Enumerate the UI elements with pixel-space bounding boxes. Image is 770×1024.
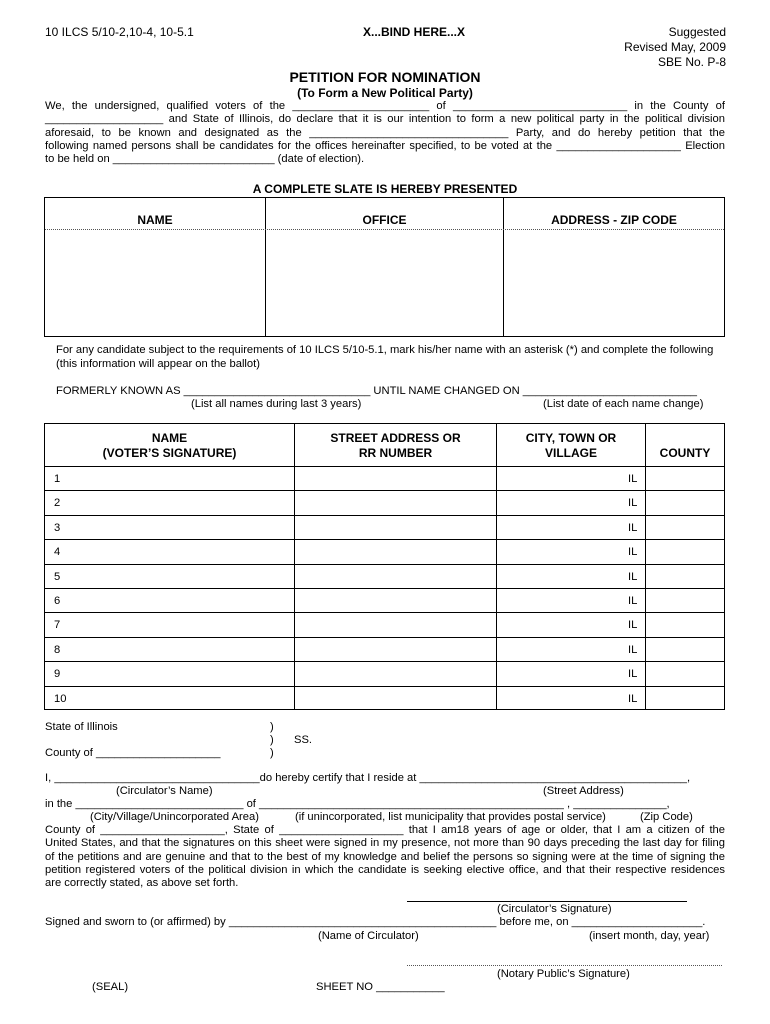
- bracket: ): [270, 747, 274, 759]
- affidavit-paragraph: [45, 824, 725, 890]
- slate-col-office: OFFICE: [362, 213, 407, 227]
- state-il-label: IL: [628, 668, 638, 680]
- table-row[interactable]: [45, 687, 724, 710]
- state-il-label: IL: [628, 473, 638, 485]
- table-row[interactable]: [45, 662, 724, 685]
- sig-col-name-line1: NAME: [151, 431, 188, 445]
- state-il-label: IL: [628, 619, 638, 631]
- table-row[interactable]: [45, 467, 724, 490]
- state-il-label: IL: [628, 546, 638, 558]
- row-number: 3: [54, 522, 61, 534]
- name-of-circulator-caption: (Name of Circulator): [318, 930, 419, 942]
- intro-line: ___________________ and State of Illinois, do declare that it is our intention to form a new political party in the political division: [45, 113, 725, 126]
- state-of-illinois: State of Illinois: [45, 721, 118, 733]
- table-row[interactable]: [45, 565, 724, 588]
- row-number: 9: [54, 668, 61, 680]
- form-number: SBE No. P-8: [657, 55, 726, 69]
- county-of-field[interactable]: County of ____________________: [45, 747, 221, 759]
- state-il-label: IL: [628, 571, 638, 583]
- circulator-name-caption: (Circulator’s Name): [116, 785, 213, 797]
- row-number: 6: [54, 595, 61, 607]
- slate-office-field[interactable]: [267, 232, 502, 335]
- table-row[interactable]: [45, 491, 724, 514]
- sig-col-name-line2: (VOTER’S SIGNATURE): [102, 446, 237, 460]
- sig-col-street-line1: STREET ADDRESS OR: [330, 431, 461, 445]
- bind-here-label: X...BIND HERE...X: [363, 25, 466, 39]
- bracket: ): [270, 734, 274, 746]
- table-row[interactable]: [45, 516, 724, 539]
- sig-col-county: COUNTY: [659, 446, 711, 460]
- affidavit-line: are correctly stated, as above set forth.: [45, 877, 239, 890]
- intro-line: We, the undersigned, qualified voters of the ______________________ of ____________________________ in the County of: [45, 100, 725, 112]
- table-row[interactable]: [45, 540, 724, 563]
- sig-col-name: [45, 431, 294, 461]
- circulator-signature-line[interactable]: [407, 901, 687, 902]
- formerly-known-as-field[interactable]: FORMERLY KNOWN AS ______________________________ UNTIL NAME CHANGED ON ____________________________: [56, 385, 698, 397]
- row-number: 7: [54, 619, 61, 631]
- ballot-notice: (this information will appear on the ballot): [56, 358, 260, 370]
- slate-col-name: NAME: [137, 213, 173, 227]
- bracket: ): [270, 721, 274, 733]
- list-dates-caption: (List date of each name change): [543, 398, 704, 410]
- table-row[interactable]: [45, 613, 724, 636]
- circulator-residence-line[interactable]: I, _________________________________do hereby certify that I reside at ___________________________________________,: [45, 772, 691, 784]
- notary-signature-caption: (Notary Public’s Signature): [497, 968, 630, 980]
- affidavit-line: United States, and that the signatures on this sheet were signed in my presence, not more than 90 days preceding the last day for filing: [45, 837, 725, 850]
- street-address-caption: (Street Address): [543, 785, 624, 797]
- suggested-label: Suggested: [668, 25, 726, 39]
- sig-col-city-line2: VILLAGE: [544, 446, 597, 460]
- row-number: 2: [54, 497, 61, 509]
- city-caption: (City/Village/Unincorporated Area): [90, 811, 259, 823]
- signed-sworn-line[interactable]: Signed and sworn to (or affirmed) by ___________________________________________ before me, on _____________________.: [45, 916, 706, 928]
- page-subtitle: (To Form a New Political Party): [297, 86, 473, 100]
- row-number: 1: [54, 473, 61, 485]
- sig-col-street-line2: RR NUMBER: [358, 446, 433, 460]
- state-il-label: IL: [628, 693, 638, 705]
- city-line[interactable]: in the ___________________________ of _________________________________________________ , _______________,: [45, 798, 670, 810]
- asterisk-notice: For any candidate subject to the requirements of 10 ILCS 5/10-5.1, mark his/her name with an asterisk (*) and complete the following: [56, 344, 714, 356]
- insert-date-caption: (insert month, day, year): [589, 930, 710, 942]
- slate-name-field[interactable]: [46, 232, 264, 335]
- ss-label: SS.: [294, 734, 313, 746]
- intro-paragraph: [45, 100, 725, 166]
- state-il-label: IL: [628, 595, 638, 607]
- row-number: 8: [54, 644, 61, 656]
- table-row[interactable]: [45, 638, 724, 661]
- notary-signature-line[interactable]: [407, 965, 722, 966]
- affidavit-line: of the petitions and are genuine and that to the best of my knowledge and belief the persons so signing were at the time of signing the: [45, 850, 725, 863]
- circulator-signature-caption: (Circulator’s Signature): [497, 903, 612, 915]
- page-title: PETITION FOR NOMINATION: [289, 69, 481, 85]
- intro-line: following named persons shall be candidates for the offices hereinafter specified, to be voted at the ____________________ Election: [45, 139, 725, 152]
- revised-date: Revised May, 2009: [624, 40, 726, 54]
- list-names-caption: (List all names during last 3 years): [191, 398, 362, 410]
- intro-line: to be held on __________________________ (date of election).: [45, 153, 365, 166]
- row-number: 4: [54, 546, 61, 558]
- intro-line: aforesaid, to be known and designated as the ________________________________ Party, and do hereby petition that the: [45, 126, 725, 139]
- sig-col-street: [295, 431, 496, 461]
- table-row[interactable]: [45, 589, 724, 612]
- slate-header-divider: [45, 229, 724, 230]
- sheet-number-field[interactable]: SHEET NO ___________: [316, 981, 445, 993]
- zip-caption: (Zip Code): [640, 811, 693, 823]
- sig-col-city: [497, 431, 645, 461]
- row-number: 5: [54, 571, 61, 583]
- state-il-label: IL: [628, 522, 638, 534]
- statute-reference: 10 ILCS 5/10-2,10-4, 10-5.1: [45, 25, 194, 39]
- municipality-caption: (if unincorporated, list municipality that provides postal service): [295, 811, 606, 823]
- state-il-label: IL: [628, 497, 638, 509]
- row-number: 10: [54, 693, 67, 705]
- slate-col-address: ADDRESS - ZIP CODE: [551, 213, 677, 227]
- state-il-label: IL: [628, 644, 638, 656]
- affidavit-line: petition registered voters of the political division in which the candidate is seeking elective office, and that their respective residences: [45, 863, 725, 876]
- slate-heading: A COMPLETE SLATE IS HEREBY PRESENTED: [252, 182, 518, 196]
- affidavit-line: County of ____________________, State of ____________________ that I am18 years of age or older, that I am a citizen of the: [45, 824, 725, 836]
- slate-address-field[interactable]: [505, 232, 723, 335]
- sig-col-city-line1: CITY, TOWN OR: [525, 431, 617, 445]
- seal-label: (SEAL): [92, 981, 129, 993]
